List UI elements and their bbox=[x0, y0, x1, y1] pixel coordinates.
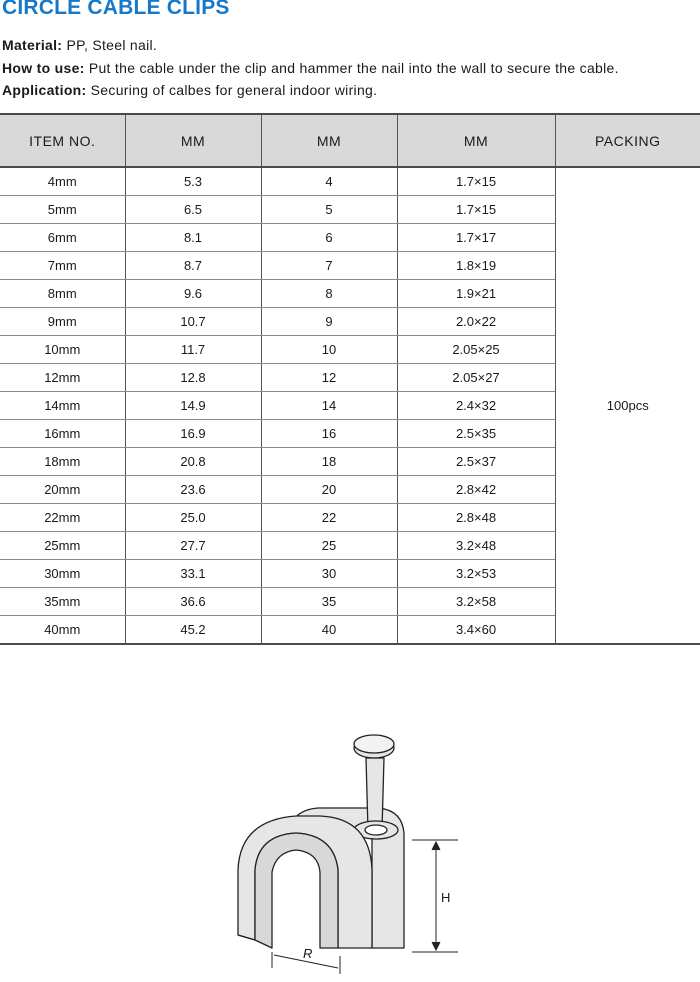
cell-mm-1: 33.1 bbox=[125, 560, 261, 588]
cell-mm-1: 8.1 bbox=[125, 224, 261, 252]
cell-item-no: 12mm bbox=[0, 364, 125, 392]
cell-mm-3: 2.8×48 bbox=[397, 504, 555, 532]
cell-mm-1: 16.9 bbox=[125, 420, 261, 448]
cell-item-no: 40mm bbox=[0, 616, 125, 645]
application-value: Securing of calbes for general indoor wiring. bbox=[86, 82, 378, 98]
cell-item-no: 22mm bbox=[0, 504, 125, 532]
cell-item-no: 25mm bbox=[0, 532, 125, 560]
cell-mm-3: 1.7×17 bbox=[397, 224, 555, 252]
cell-mm-3: 1.7×15 bbox=[397, 196, 555, 224]
cell-mm-1: 45.2 bbox=[125, 616, 261, 645]
height-label: H bbox=[441, 890, 451, 905]
cell-mm-3: 3.2×48 bbox=[397, 532, 555, 560]
cell-mm-3: 3.4×60 bbox=[397, 616, 555, 645]
cell-mm-3: 1.9×21 bbox=[397, 280, 555, 308]
cell-mm-2: 30 bbox=[261, 560, 397, 588]
cell-mm-1: 36.6 bbox=[125, 588, 261, 616]
cell-item-no: 18mm bbox=[0, 448, 125, 476]
cell-mm-2: 25 bbox=[261, 532, 397, 560]
cell-mm-1: 23.6 bbox=[125, 476, 261, 504]
cell-mm-2: 40 bbox=[261, 616, 397, 645]
cell-mm-1: 14.9 bbox=[125, 392, 261, 420]
cell-mm-3: 2.0×22 bbox=[397, 308, 555, 336]
cell-mm-1: 8.7 bbox=[125, 252, 261, 280]
cell-packing: 100pcs bbox=[555, 167, 700, 644]
cell-mm-2: 7 bbox=[261, 252, 397, 280]
cell-mm-2: 10 bbox=[261, 336, 397, 364]
header-item-no: ITEM NO. bbox=[0, 114, 125, 167]
how-to-use-label: How to use: bbox=[2, 60, 85, 76]
application-label: Application: bbox=[2, 82, 87, 98]
cell-item-no: 8mm bbox=[0, 280, 125, 308]
cell-mm-2: 20 bbox=[261, 476, 397, 504]
cell-mm-3: 1.7×15 bbox=[397, 167, 555, 196]
cell-item-no: 7mm bbox=[0, 252, 125, 280]
cell-item-no: 14mm bbox=[0, 392, 125, 420]
cell-mm-1: 5.3 bbox=[125, 167, 261, 196]
cell-mm-3: 2.5×35 bbox=[397, 420, 555, 448]
material-value: PP, Steel nail. bbox=[62, 37, 158, 53]
cell-item-no: 20mm bbox=[0, 476, 125, 504]
cell-item-no: 6mm bbox=[0, 224, 125, 252]
header-mm-2: MM bbox=[261, 114, 397, 167]
cell-item-no: 16mm bbox=[0, 420, 125, 448]
cell-mm-3: 3.2×58 bbox=[397, 588, 555, 616]
cell-mm-2: 14 bbox=[261, 392, 397, 420]
header-mm-1: MM bbox=[125, 114, 261, 167]
header-mm-3: MM bbox=[397, 114, 555, 167]
cell-mm-2: 35 bbox=[261, 588, 397, 616]
cell-mm-2: 8 bbox=[261, 280, 397, 308]
cell-mm-2: 22 bbox=[261, 504, 397, 532]
material-label: Material: bbox=[2, 37, 63, 53]
cell-mm-2: 9 bbox=[261, 308, 397, 336]
cell-item-no: 30mm bbox=[0, 560, 125, 588]
cell-mm-2: 5 bbox=[261, 196, 397, 224]
cell-mm-2: 12 bbox=[261, 364, 397, 392]
cell-mm-2: 18 bbox=[261, 448, 397, 476]
cell-mm-1: 12.8 bbox=[125, 364, 261, 392]
header-packing: PACKING bbox=[555, 114, 700, 167]
how-to-use-value: Put the cable under the clip and hammer the nail into the wall to secure the cable. bbox=[84, 60, 619, 76]
cell-mm-1: 25.0 bbox=[125, 504, 261, 532]
cell-item-no: 35mm bbox=[0, 588, 125, 616]
cell-mm-3: 2.5×37 bbox=[397, 448, 555, 476]
cell-mm-2: 6 bbox=[261, 224, 397, 252]
cell-mm-2: 4 bbox=[261, 167, 397, 196]
cell-mm-1: 27.7 bbox=[125, 532, 261, 560]
nail-shaft-shape bbox=[366, 758, 384, 830]
radius-label: R bbox=[303, 946, 313, 961]
page-title: CIRCLE CABLE CLIPS bbox=[2, 0, 230, 19]
cell-mm-1: 10.7 bbox=[125, 308, 261, 336]
cell-item-no: 5mm bbox=[0, 196, 125, 224]
cell-mm-1: 6.5 bbox=[125, 196, 261, 224]
cell-mm-3: 2.05×27 bbox=[397, 364, 555, 392]
cell-mm-1: 20.8 bbox=[125, 448, 261, 476]
cell-mm-3: 2.8×42 bbox=[397, 476, 555, 504]
cell-mm-3: 2.4×32 bbox=[397, 392, 555, 420]
cell-mm-3: 3.2×53 bbox=[397, 560, 555, 588]
cell-item-no: 9mm bbox=[0, 308, 125, 336]
cell-mm-1: 9.6 bbox=[125, 280, 261, 308]
cell-mm-1: 11.7 bbox=[125, 336, 261, 364]
cell-mm-2: 16 bbox=[261, 420, 397, 448]
cell-item-no: 4mm bbox=[0, 167, 125, 196]
cell-mm-3: 2.05×25 bbox=[397, 336, 555, 364]
cell-item-no: 10mm bbox=[0, 336, 125, 364]
cell-mm-3: 1.8×19 bbox=[397, 252, 555, 280]
